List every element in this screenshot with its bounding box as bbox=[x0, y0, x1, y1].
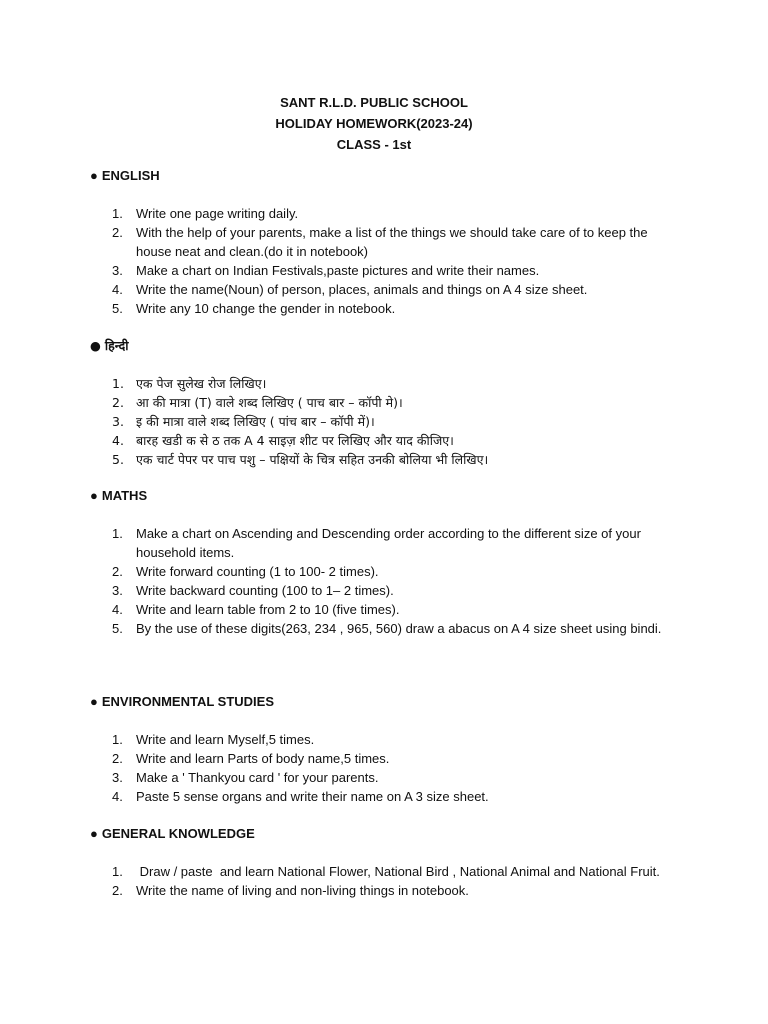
bullet-icon: ● bbox=[90, 694, 98, 709]
list-item: 5. एक चार्ट पेपर पर पाच पशु – पक्षियों के चित्र सहित उनकी बोलिया भी लिखिए। bbox=[112, 452, 489, 467]
item-list bbox=[90, 204, 680, 318]
list-item: 1. एक पेज सुलेख रोज लिखिए। bbox=[112, 376, 267, 391]
section-hindi bbox=[90, 336, 680, 469]
list-item: 3. Make a ' Thankyou card ' for your parents. bbox=[112, 770, 379, 785]
document-title: HOLIDAY HOMEWORK(2023-24) bbox=[275, 116, 473, 131]
section-title: ● ENGLISH bbox=[90, 168, 160, 183]
bullet-icon: ● bbox=[90, 488, 98, 503]
section-title: ● हिन्दी bbox=[90, 338, 129, 353]
list-item: 4. बारह खडी क से ठ तक A 4 साइज़ शीट पर लिखिए और याद कीजिए। bbox=[112, 433, 454, 448]
section-title: ● GENERAL KNOWLEDGE bbox=[90, 826, 255, 841]
section-english bbox=[90, 166, 680, 318]
section-gk bbox=[90, 824, 680, 900]
list-item: 1. Write and learn Myself,5 times. bbox=[112, 732, 315, 747]
item-list bbox=[90, 524, 680, 638]
list-item: 3. Write backward counting (100 to 1– 2 times). bbox=[112, 583, 394, 598]
list-item: 2. आ की मात्रा (T) वाले शब्द लिखिए ( पाच बार – कॉपी मे)। bbox=[112, 395, 403, 410]
list-item: 4. Paste 5 sense organs and write their name on A 3 size sheet. bbox=[112, 789, 489, 804]
school-name: SANT R.L.D. PUBLIC SCHOOL bbox=[280, 95, 468, 110]
bullet-icon: ● bbox=[90, 338, 101, 353]
item-list bbox=[90, 730, 680, 806]
list-item: 3. इ की मात्रा वाले शब्द लिखिए ( पांच बार – कॉपी में)। bbox=[112, 414, 375, 429]
section-maths bbox=[90, 486, 680, 638]
list-item: 2. Write forward counting (1 to 100- 2 times). bbox=[112, 564, 379, 579]
list-item: 2. With the help of your parents, make a list of the things we should take care of to keep the house neat and clean.(do it in notebook) bbox=[112, 225, 648, 259]
list-item: 1. Make a chart on Ascending and Descending order according to the different size of your household items. bbox=[112, 526, 641, 560]
list-item: 4. Write and learn table from 2 to 10 (five times). bbox=[112, 602, 400, 617]
list-item: 5. Write any 10 change the gender in notebook. bbox=[112, 301, 396, 316]
list-item: 2. Write and learn Parts of body name,5 times. bbox=[112, 751, 390, 766]
list-item: 3. Make a chart on Indian Festivals,paste pictures and write their names. bbox=[112, 263, 540, 278]
item-list bbox=[90, 862, 680, 900]
item-list bbox=[90, 374, 680, 469]
list-item: 2. Write the name of living and non-living things in notebook. bbox=[112, 883, 469, 898]
list-item: 1. Write one page writing daily. bbox=[112, 206, 299, 221]
list-item: 4. Write the name(Noun) of person, places, animals and things on A 4 size sheet. bbox=[112, 282, 588, 297]
section-evs bbox=[90, 692, 680, 806]
class-label: CLASS - 1st bbox=[336, 137, 412, 152]
list-item: 5. By the use of these digits(263, 234 , 965, 560) draw a abacus on A 4 size sheet using bindi. bbox=[112, 621, 662, 636]
list-item: 1. Draw / paste and learn National Flower, National Bird , National Animal and National Fruit. bbox=[112, 864, 660, 879]
document-header bbox=[0, 92, 748, 155]
bullet-icon: ● bbox=[90, 826, 98, 841]
section-title: ● ENVIRONMENTAL STUDIES bbox=[90, 694, 275, 709]
section-title: ● MATHS bbox=[90, 488, 148, 503]
bullet-icon: ● bbox=[90, 168, 98, 183]
